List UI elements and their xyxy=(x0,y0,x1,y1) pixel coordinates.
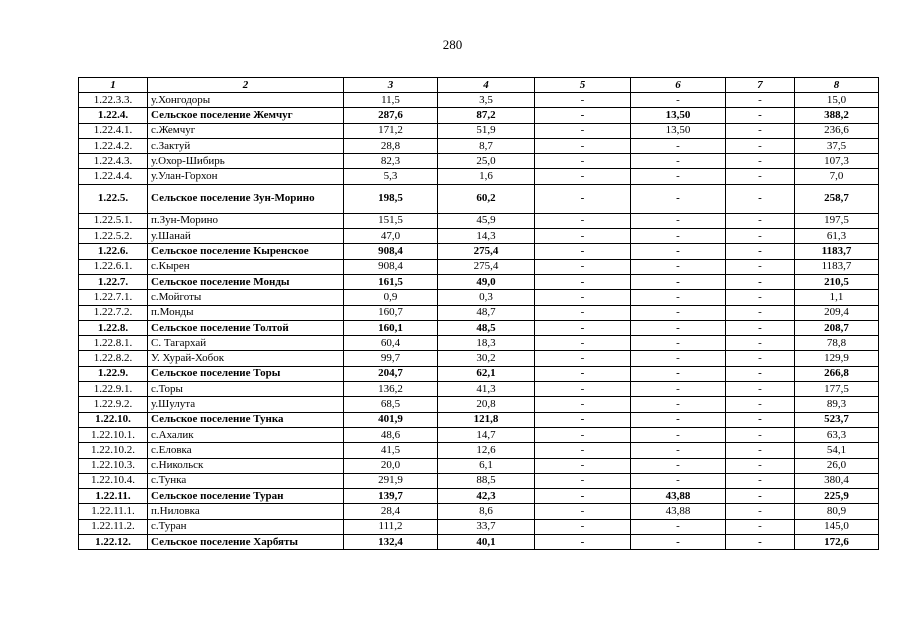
cell-col6: - xyxy=(631,229,726,244)
table-row xyxy=(79,336,879,351)
cell-col6: - xyxy=(631,244,726,259)
cell-col7: - xyxy=(726,93,795,108)
cell-col5: - xyxy=(535,458,631,473)
cell-col3: 291,9 xyxy=(344,473,438,488)
column-header-4: 4 xyxy=(438,78,535,93)
cell-col6: - xyxy=(631,473,726,488)
cell-col4: 42,3 xyxy=(438,489,535,504)
row-name: Сельское поселение Тунка xyxy=(148,412,344,427)
table-row xyxy=(79,458,879,473)
cell-col5: - xyxy=(535,259,631,274)
cell-col5: - xyxy=(535,366,631,381)
cell-col8: 172,6 xyxy=(795,535,879,550)
cell-col5: - xyxy=(535,274,631,289)
cell-col7: - xyxy=(726,427,795,442)
cell-col7: - xyxy=(726,290,795,305)
cell-col8: 129,9 xyxy=(795,351,879,366)
table-row xyxy=(79,519,879,534)
cell-col5: - xyxy=(535,305,631,320)
cell-col8: 26,0 xyxy=(795,458,879,473)
table-row xyxy=(79,305,879,320)
cell-col6: 13,50 xyxy=(631,108,726,123)
row-code: 1.22.5.1. xyxy=(79,213,148,228)
cell-col5: - xyxy=(535,351,631,366)
cell-col8: 145,0 xyxy=(795,519,879,534)
cell-col8: 236,6 xyxy=(795,123,879,138)
cell-col6: - xyxy=(631,443,726,458)
cell-col5: - xyxy=(535,123,631,138)
cell-col4: 3,5 xyxy=(438,93,535,108)
cell-col6: - xyxy=(631,519,726,534)
cell-col4: 25,0 xyxy=(438,154,535,169)
table-row xyxy=(79,138,879,153)
cell-col6: - xyxy=(631,169,726,184)
table-row xyxy=(79,489,879,504)
cell-col7: - xyxy=(726,169,795,184)
cell-col6: - xyxy=(631,93,726,108)
cell-col4: 12,6 xyxy=(438,443,535,458)
cell-col5: - xyxy=(535,397,631,412)
cell-col5: - xyxy=(535,290,631,305)
table-row xyxy=(79,366,879,381)
data-table xyxy=(78,77,879,550)
cell-col3: 401,9 xyxy=(344,412,438,427)
row-code: 1.22.8. xyxy=(79,320,148,335)
row-name: с.Ахалик xyxy=(148,427,344,442)
cell-col5: - xyxy=(535,519,631,534)
cell-col6: 13,50 xyxy=(631,123,726,138)
cell-col7: - xyxy=(726,305,795,320)
cell-col8: 63,3 xyxy=(795,427,879,442)
cell-col8: 380,4 xyxy=(795,473,879,488)
cell-col6: - xyxy=(631,290,726,305)
cell-col5: - xyxy=(535,473,631,488)
table-row xyxy=(79,108,879,123)
cell-col3: 82,3 xyxy=(344,154,438,169)
row-name: Сельское поселение Туран xyxy=(148,489,344,504)
row-code: 1.22.9.2. xyxy=(79,397,148,412)
row-name: п.Монды xyxy=(148,305,344,320)
cell-col7: - xyxy=(726,154,795,169)
header-row xyxy=(79,78,879,93)
cell-col4: 275,4 xyxy=(438,244,535,259)
row-code: 1.22.11.2. xyxy=(79,519,148,534)
row-code: 1.22.5.2. xyxy=(79,229,148,244)
cell-col4: 41,3 xyxy=(438,382,535,397)
cell-col4: 60,2 xyxy=(438,184,535,213)
cell-col3: 20,0 xyxy=(344,458,438,473)
row-name: у.Охор-Шибирь xyxy=(148,154,344,169)
cell-col7: - xyxy=(726,473,795,488)
table-row xyxy=(79,229,879,244)
cell-col6: 43,88 xyxy=(631,489,726,504)
cell-col3: 68,5 xyxy=(344,397,438,412)
table-row xyxy=(79,351,879,366)
cell-col8: 197,5 xyxy=(795,213,879,228)
row-code: 1.22.4.3. xyxy=(79,154,148,169)
row-code: 1.22.10.3. xyxy=(79,458,148,473)
row-name: С. Тагархай xyxy=(148,336,344,351)
row-code: 1.22.9. xyxy=(79,366,148,381)
row-name: Сельское поселение Жемчуг xyxy=(148,108,344,123)
row-name: Сельское поселение Кыренское xyxy=(148,244,344,259)
cell-col5: - xyxy=(535,443,631,458)
table-row xyxy=(79,93,879,108)
cell-col7: - xyxy=(726,336,795,351)
table-body xyxy=(79,93,879,550)
cell-col4: 1,6 xyxy=(438,169,535,184)
cell-col7: - xyxy=(726,535,795,550)
cell-col7: - xyxy=(726,443,795,458)
cell-col5: - xyxy=(535,382,631,397)
cell-col5: - xyxy=(535,504,631,519)
cell-col3: 204,7 xyxy=(344,366,438,381)
cell-col3: 160,7 xyxy=(344,305,438,320)
table-row xyxy=(79,290,879,305)
cell-col3: 28,4 xyxy=(344,504,438,519)
cell-col3: 160,1 xyxy=(344,320,438,335)
row-name: с.Жемчуг xyxy=(148,123,344,138)
page-number: 280 xyxy=(442,37,463,52)
cell-col5: - xyxy=(535,213,631,228)
row-name: у.Шанай xyxy=(148,229,344,244)
cell-col8: 225,9 xyxy=(795,489,879,504)
cell-col3: 139,7 xyxy=(344,489,438,504)
cell-col4: 51,9 xyxy=(438,123,535,138)
cell-col8: 258,7 xyxy=(795,184,879,213)
table-row xyxy=(79,213,879,228)
row-code: 1.22.11.1. xyxy=(79,504,148,519)
cell-col6: - xyxy=(631,305,726,320)
cell-col5: - xyxy=(535,535,631,550)
cell-col6: - xyxy=(631,535,726,550)
row-code: 1.22.5. xyxy=(79,184,148,213)
cell-col4: 20,8 xyxy=(438,397,535,412)
cell-col5: - xyxy=(535,489,631,504)
cell-col5: - xyxy=(535,154,631,169)
table-row xyxy=(79,169,879,184)
cell-col4: 14,7 xyxy=(438,427,535,442)
row-code: 1.22.4. xyxy=(79,108,148,123)
cell-col3: 60,4 xyxy=(344,336,438,351)
cell-col5: - xyxy=(535,184,631,213)
table-row xyxy=(79,473,879,488)
column-header-8: 8 xyxy=(795,78,879,93)
cell-col6: - xyxy=(631,382,726,397)
row-name: Сельское поселение Толтой xyxy=(148,320,344,335)
cell-col7: - xyxy=(726,382,795,397)
row-name: У. Хурай-Хобок xyxy=(148,351,344,366)
cell-col8: 89,3 xyxy=(795,397,879,412)
cell-col7: - xyxy=(726,412,795,427)
column-header-1: 1 xyxy=(79,78,148,93)
cell-col4: 275,4 xyxy=(438,259,535,274)
cell-col4: 87,2 xyxy=(438,108,535,123)
cell-col6: 43,88 xyxy=(631,504,726,519)
cell-col3: 48,6 xyxy=(344,427,438,442)
cell-col6: - xyxy=(631,184,726,213)
cell-col8: 78,8 xyxy=(795,336,879,351)
cell-col6: - xyxy=(631,138,726,153)
cell-col7: - xyxy=(726,108,795,123)
cell-col8: 388,2 xyxy=(795,108,879,123)
cell-col7: - xyxy=(726,397,795,412)
cell-col8: 209,4 xyxy=(795,305,879,320)
cell-col4: 48,5 xyxy=(438,320,535,335)
cell-col7: - xyxy=(726,213,795,228)
cell-col5: - xyxy=(535,93,631,108)
cell-col8: 1183,7 xyxy=(795,259,879,274)
cell-col3: 151,5 xyxy=(344,213,438,228)
row-code: 1.22.12. xyxy=(79,535,148,550)
cell-col7: - xyxy=(726,123,795,138)
cell-col3: 28,8 xyxy=(344,138,438,153)
cell-col6: - xyxy=(631,458,726,473)
row-name: Сельское поселение Торы xyxy=(148,366,344,381)
cell-col6: - xyxy=(631,366,726,381)
column-header-3: 3 xyxy=(344,78,438,93)
cell-col8: 1183,7 xyxy=(795,244,879,259)
cell-col5: - xyxy=(535,138,631,153)
table-row xyxy=(79,382,879,397)
row-code: 1.22.10. xyxy=(79,412,148,427)
cell-col6: - xyxy=(631,351,726,366)
cell-col5: - xyxy=(535,320,631,335)
cell-col4: 62,1 xyxy=(438,366,535,381)
cell-col4: 0,3 xyxy=(438,290,535,305)
row-code: 1.22.11. xyxy=(79,489,148,504)
table-row xyxy=(79,320,879,335)
table-row xyxy=(79,184,879,213)
row-name: п.Ниловка xyxy=(148,504,344,519)
row-code: 1.22.3.3. xyxy=(79,93,148,108)
cell-col5: - xyxy=(535,108,631,123)
table-row xyxy=(79,443,879,458)
row-code: 1.22.6.1. xyxy=(79,259,148,274)
cell-col4: 121,8 xyxy=(438,412,535,427)
cell-col4: 30,2 xyxy=(438,351,535,366)
row-name: с.Туран xyxy=(148,519,344,534)
cell-col3: 0,9 xyxy=(344,290,438,305)
cell-col6: - xyxy=(631,412,726,427)
cell-col8: 1,1 xyxy=(795,290,879,305)
cell-col3: 5,3 xyxy=(344,169,438,184)
cell-col7: - xyxy=(726,138,795,153)
cell-col4: 14,3 xyxy=(438,229,535,244)
row-code: 1.22.7.2. xyxy=(79,305,148,320)
cell-col3: 11,5 xyxy=(344,93,438,108)
cell-col3: 161,5 xyxy=(344,274,438,289)
cell-col8: 37,5 xyxy=(795,138,879,153)
cell-col4: 48,7 xyxy=(438,305,535,320)
cell-col8: 208,7 xyxy=(795,320,879,335)
cell-col3: 198,5 xyxy=(344,184,438,213)
row-name: Сельское поселение Монды xyxy=(148,274,344,289)
row-code: 1.22.8.1. xyxy=(79,336,148,351)
cell-col8: 266,8 xyxy=(795,366,879,381)
cell-col6: - xyxy=(631,397,726,412)
row-name: п.Зун-Морино xyxy=(148,213,344,228)
row-name: Сельское поселение Харбяты xyxy=(148,535,344,550)
row-name: у.Шулута xyxy=(148,397,344,412)
row-code: 1.22.10.1. xyxy=(79,427,148,442)
table-row xyxy=(79,535,879,550)
column-header-7: 7 xyxy=(726,78,795,93)
cell-col3: 136,2 xyxy=(344,382,438,397)
cell-col7: - xyxy=(726,229,795,244)
cell-col4: 40,1 xyxy=(438,535,535,550)
table-row xyxy=(79,397,879,412)
row-code: 1.22.4.4. xyxy=(79,169,148,184)
cell-col4: 8,7 xyxy=(438,138,535,153)
row-name: с.Кырен xyxy=(148,259,344,274)
cell-col3: 99,7 xyxy=(344,351,438,366)
table-row xyxy=(79,412,879,427)
row-code: 1.22.4.2. xyxy=(79,138,148,153)
cell-col6: - xyxy=(631,274,726,289)
cell-col8: 61,3 xyxy=(795,229,879,244)
cell-col7: - xyxy=(726,259,795,274)
row-name: Сельское поселение Зун-Морино xyxy=(148,184,344,213)
row-code: 1.22.9.1. xyxy=(79,382,148,397)
table-row xyxy=(79,244,879,259)
cell-col3: 111,2 xyxy=(344,519,438,534)
cell-col5: - xyxy=(535,427,631,442)
cell-col3: 41,5 xyxy=(344,443,438,458)
row-name: с.Тунка xyxy=(148,473,344,488)
cell-col6: - xyxy=(631,259,726,274)
cell-col8: 523,7 xyxy=(795,412,879,427)
row-name: с.Еловка xyxy=(148,443,344,458)
cell-col7: - xyxy=(726,244,795,259)
row-code: 1.22.7. xyxy=(79,274,148,289)
row-name: с.Торы xyxy=(148,382,344,397)
cell-col8: 54,1 xyxy=(795,443,879,458)
cell-col8: 107,3 xyxy=(795,154,879,169)
table-row xyxy=(79,123,879,138)
table-row xyxy=(79,154,879,169)
cell-col7: - xyxy=(726,458,795,473)
cell-col4: 45,9 xyxy=(438,213,535,228)
row-name: с.Зактуй xyxy=(148,138,344,153)
cell-col5: - xyxy=(535,412,631,427)
cell-col5: - xyxy=(535,229,631,244)
cell-col7: - xyxy=(726,184,795,213)
column-header-2: 2 xyxy=(148,78,344,93)
cell-col7: - xyxy=(726,519,795,534)
cell-col8: 177,5 xyxy=(795,382,879,397)
row-code: 1.22.6. xyxy=(79,244,148,259)
row-name: с.Никольск xyxy=(148,458,344,473)
cell-col5: - xyxy=(535,244,631,259)
cell-col4: 33,7 xyxy=(438,519,535,534)
cell-col6: - xyxy=(631,427,726,442)
cell-col8: 15,0 xyxy=(795,93,879,108)
row-code: 1.22.10.4. xyxy=(79,473,148,488)
row-name: с.Мойготы xyxy=(148,290,344,305)
cell-col7: - xyxy=(726,351,795,366)
cell-col6: - xyxy=(631,213,726,228)
column-header-6: 6 xyxy=(631,78,726,93)
table-row xyxy=(79,504,879,519)
cell-col3: 287,6 xyxy=(344,108,438,123)
cell-col7: - xyxy=(726,504,795,519)
cell-col7: - xyxy=(726,489,795,504)
table-row xyxy=(79,427,879,442)
cell-col7: - xyxy=(726,366,795,381)
cell-col6: - xyxy=(631,154,726,169)
column-header-5: 5 xyxy=(535,78,631,93)
cell-col5: - xyxy=(535,169,631,184)
cell-col4: 88,5 xyxy=(438,473,535,488)
cell-col4: 49,0 xyxy=(438,274,535,289)
cell-col6: - xyxy=(631,336,726,351)
cell-col3: 908,4 xyxy=(344,244,438,259)
cell-col5: - xyxy=(535,336,631,351)
cell-col3: 171,2 xyxy=(344,123,438,138)
cell-col8: 7,0 xyxy=(795,169,879,184)
table-row xyxy=(79,259,879,274)
row-name: у.Улан-Горхон xyxy=(148,169,344,184)
cell-col4: 8,6 xyxy=(438,504,535,519)
cell-col8: 210,5 xyxy=(795,274,879,289)
cell-col3: 47,0 xyxy=(344,229,438,244)
table-row xyxy=(79,274,879,289)
row-code: 1.22.7.1. xyxy=(79,290,148,305)
row-code: 1.22.10.2. xyxy=(79,443,148,458)
cell-col8: 80,9 xyxy=(795,504,879,519)
cell-col7: - xyxy=(726,274,795,289)
row-code: 1.22.4.1. xyxy=(79,123,148,138)
row-code: 1.22.8.2. xyxy=(79,351,148,366)
cell-col4: 6,1 xyxy=(438,458,535,473)
cell-col7: - xyxy=(726,320,795,335)
row-name: у.Хонгодоры xyxy=(148,93,344,108)
cell-col3: 132,4 xyxy=(344,535,438,550)
cell-col4: 18,3 xyxy=(438,336,535,351)
cell-col3: 908,4 xyxy=(344,259,438,274)
cell-col6: - xyxy=(631,320,726,335)
